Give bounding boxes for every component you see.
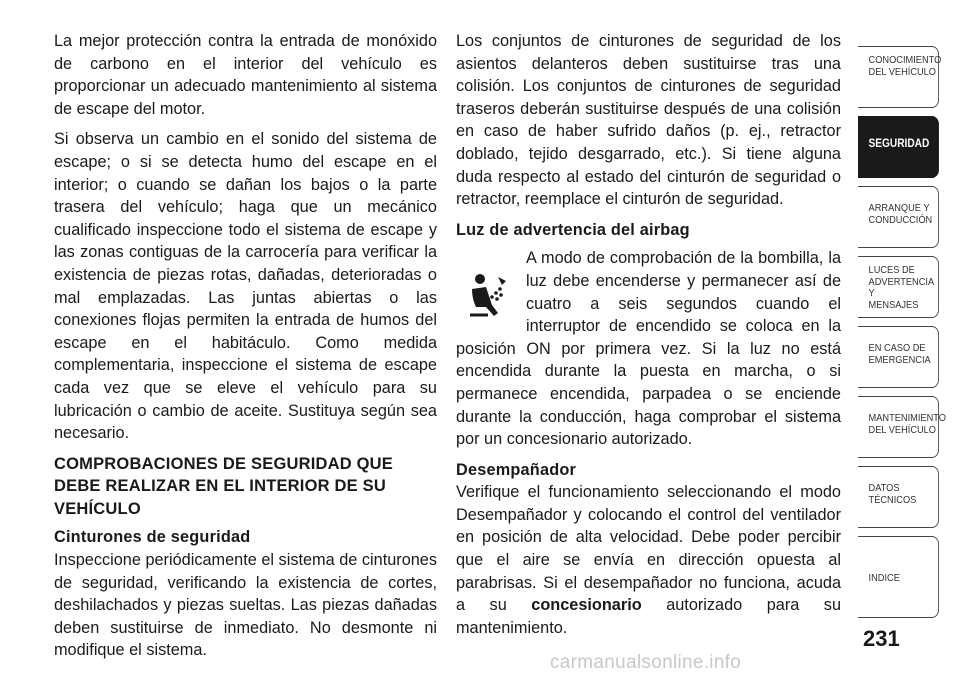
paragraph-defogger xyxy=(456,481,841,639)
heading-airbag-warning: Luz de advertencia del airbag xyxy=(456,220,690,239)
right-column xyxy=(456,30,841,647)
tab-label-line: MANTENIMIENTO xyxy=(868,412,946,424)
tab-label-line: SEGURIDAD xyxy=(868,138,930,150)
tab-label-line: TÉCNICOS xyxy=(868,493,917,506)
tab-datos-tecnicos[interactable] xyxy=(858,466,939,528)
section-heading-safety-checks: COMPROBACIONES DE SEGURIDAD QUE DEBE REALIZAR EN EL INTERIOR DE SU VEHÍCULO xyxy=(54,454,393,518)
page-number: 231 xyxy=(863,626,900,651)
left-column xyxy=(54,30,437,670)
tab-indice[interactable] xyxy=(858,536,939,618)
tab-label-line: DEL VEHÍCULO xyxy=(868,423,937,436)
paragraph-seatbelt-replacement: Los conjuntos de cinturones de seguridad de los asientos delanteros deben sustituirse tras una colisión. Los conjuntos de cinturones de seguridad traseros deberán sustituirse después de una colisión en caso de haber sufrido daños (p. ej., retractor doblado, tejido desgarrado, etc.). Si tiene alguna duda respecto al estado del cinturón de seguridad o retractor, reemplace el cinturón de seguridad. xyxy=(456,32,841,209)
tab-label-line: LUCES DE xyxy=(868,264,915,276)
tab-label-line: MENSAJES xyxy=(868,298,919,311)
tab-label-line: DEL VEHÍCULO xyxy=(868,65,937,78)
paragraph-exhaust-inspection: Si observa un cambio en el sonido del sistema de escape; o si se detecta humo del escape en el interior; o cuando se dañan los bajos o la parte trasera del vehículo; haga que un mecánico cualificado inspeccione todo el sistema de escape y las zonas contiguas de la carrocería para verificar la existencia de piezas rotas, dañadas, deterioradas o mal emplazadas. Las juntas abiertas o las conexiones flojas permiten la entrada de humos del escape en el habitáculo. Como medida complementaria, inspeccione el sistema de escape cada vez que se eleve el vehículo para su lubricación o cambio de aceite. Sustituya según sea necesario. xyxy=(54,130,437,443)
tab-mantenimiento-vehiculo[interactable] xyxy=(858,396,946,458)
tab-label-line: EMERGENCIA xyxy=(868,353,931,366)
defogger-text: Verifique el funcionamiento seleccionando el modo Desempañador y colocando el control del ventilador en posición de alta velocidad. Debe poder percibir que el aire se envía en dirección opuesta al parabrisas. Si el desempañador no funciona, acuda a su xyxy=(456,483,841,615)
tab-label-line: CONDUCCIÓN xyxy=(868,213,933,226)
tab-label-line: ARRANQUE Y xyxy=(868,202,930,214)
defogger-dealer-bold: concesionario xyxy=(531,596,642,615)
paragraph-airbag-warning: A modo de comprobación de la bombilla, la luz debe encenderse y permanecer así de cuatro a seis segundos cuando el interruptor de encendido se coloca en la posición ON por primera vez. Si la luz no está encendida durante la puesta en marcha, o si permanece encendida, parpadea o se enciende durante la conducción, haga comprobar el sistema por un concesionario autorizado. xyxy=(456,249,841,449)
defogger-tail: autorizado para su mantenimiento. xyxy=(456,596,842,637)
tab-label-line: ADVERTENCIA Y xyxy=(868,275,934,299)
tab-arranque-conduccion[interactable] xyxy=(858,186,939,248)
tab-label-line: CONOCIMIENTO xyxy=(868,54,942,66)
heading-seatbelts: Cinturones de seguridad xyxy=(54,528,251,547)
tab-label-line: INDICE xyxy=(868,572,900,584)
tab-seguridad[interactable] xyxy=(858,116,939,178)
tab-luces-advertencia[interactable] xyxy=(858,256,939,318)
heading-defogger: Desempañador xyxy=(456,460,577,479)
airbag-section xyxy=(456,247,841,450)
tab-caso-emergencia[interactable] xyxy=(858,326,939,388)
tab-label-line: DATOS xyxy=(868,482,900,494)
paragraph-seatbelts: Inspeccione periódicamente el sistema de cinturones de seguridad, verificando la existencia de cortes, deshilachados y piezas sueltas. Las piezas dañadas deben sustituirse de inmediato. No desmonte ni modifique el sistema. xyxy=(54,551,437,660)
tab-label-line: EN CASO DE xyxy=(868,342,926,354)
watermark: carmanualsonline.info xyxy=(550,652,742,673)
paragraph-co-protection: La mejor protección contra la entrada de monóxido de carbono en el interior del vehículo es proporcionar un adecuado mantenimiento al sistema de escape del motor. xyxy=(54,32,437,118)
tab-conocimiento-vehiculo[interactable] xyxy=(858,46,942,108)
airbag-warning-icon xyxy=(462,253,514,333)
